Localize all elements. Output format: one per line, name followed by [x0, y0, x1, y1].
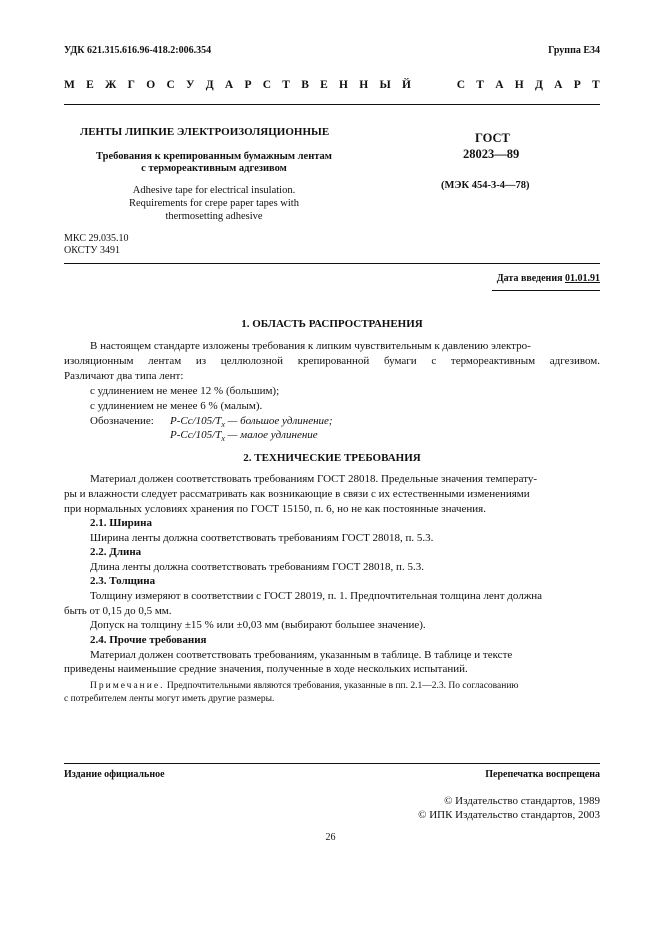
subsection-2-3-line-3: Допуск на толщину ±15 % или ±0,03 мм (выбирают большее значение).	[90, 619, 426, 631]
designation-large-elongation: $P-Cc/105/T_x$ — большое удлинение;	[170, 415, 333, 430]
standard-title: ЛЕНТЫ ЛИПКИЕ ЭЛЕКТРОИЗОЛЯЦИОННЫЕ	[80, 126, 330, 138]
note-line-1: Примечание. Предпочтительными являются требования, указанные в пп. 2.1—2.3. По согласованию	[90, 681, 519, 691]
subsection-2-4-line-2: приведены наименьшие средние значения, полученные в ходе нескольких испытаний.	[64, 663, 468, 675]
subsection-2-1-text: Ширина ленты должна соответствовать требованиям ГОСТ 28018, п. 5.3.	[90, 532, 434, 544]
banner-letter: В	[301, 79, 309, 91]
official-edition: Издание официальное	[64, 769, 165, 780]
footer-divider	[64, 763, 600, 764]
english-title-line-2: Requirements for crepe paper tapes with	[129, 198, 299, 209]
section-1-heading: 1. ОБЛАСТЬ РАСПРОСТРАНЕНИЯ	[241, 318, 423, 330]
title-divider	[64, 263, 600, 264]
banner-letter: Д	[205, 79, 214, 91]
tape-type-1: с удлинением не менее 12 % (большим);	[90, 385, 280, 397]
gost-label: ГОСТ	[475, 131, 510, 145]
banner-letter: Й	[402, 79, 411, 91]
section-1-line-3: Различают два типа лент:	[64, 370, 184, 382]
banner-letter: Н	[514, 79, 524, 91]
banner-letter	[439, 79, 445, 91]
banner-letter: С	[166, 79, 175, 91]
okstu-code: ОКСТУ 3491	[64, 245, 121, 256]
banner-letter: Е	[320, 79, 328, 91]
english-title-line-3: thermosetting adhesive	[165, 211, 263, 222]
section-1-line-2: изоляционным лентам из целлюлозной крепированной бумаги с термореактивным адгезивом.	[64, 355, 600, 367]
banner-letter: Н	[339, 79, 348, 91]
subsection-2-1-heading: 2.1. Ширина	[90, 517, 152, 529]
banner-letter: Ы	[379, 79, 391, 91]
effective-date	[497, 273, 600, 284]
banner-letter: Г	[127, 79, 135, 91]
english-title-line-1: Adhesive tape for electrical insulation.	[132, 185, 296, 196]
banner-letter: С	[456, 79, 466, 91]
banner-letter: Ж	[105, 79, 117, 91]
subsection-2-3-line-2: быть от 0,15 до 0,5 мм.	[64, 605, 172, 617]
group-code: Группа Е34	[548, 45, 600, 56]
subsection-2-2-heading: 2.2. Длина	[90, 546, 142, 558]
section-1-line-1: В настоящем стандарте изложены требования к липким чувствительным к давлению электро-	[90, 340, 531, 352]
banner-letter: Н	[359, 79, 369, 91]
subtitle-line-1: Требования к крепированным бумажным лентам	[96, 151, 332, 162]
date-underline-rule	[492, 290, 600, 291]
banner-letter: А	[495, 79, 504, 91]
banner-letter: Е	[86, 79, 94, 91]
subsection-2-3-heading: 2.3. Толщина	[90, 575, 156, 587]
note-line-2: с потребителем ленты могут иметь другие размеры.	[64, 694, 275, 704]
designation-small-elongation: $P-Cc/105/T_x$ — малое удлинение	[170, 429, 318, 444]
banner-letter: С	[262, 79, 272, 91]
banner-letter: М	[64, 79, 75, 91]
banner-letter: Р	[244, 79, 252, 91]
section-2-heading: 2. ТЕХНИЧЕСКИЕ ТРЕБОВАНИЯ	[243, 452, 421, 464]
section-2-line-3: при нормальных условиях хранения по ГОСТ 15150, п. 6, но не как постоянные значения.	[64, 503, 486, 515]
subsection-2-2-text: Длина ленты должна соответствовать требованиям ГОСТ 28018, п. 5.3.	[90, 561, 424, 573]
copyright-1989: © Издательство стандартов, 1989	[444, 795, 600, 807]
udk-code: УДК 621.315.616.96-418.2:006.354	[64, 45, 212, 56]
effective-date-label: Дата введения	[496, 273, 563, 284]
effective-date-value: 01.01.91	[565, 273, 600, 284]
copyright-2003: © ИПК Издательство стандартов, 2003	[418, 809, 600, 821]
note-label: Примечание.	[90, 681, 165, 691]
interstate-standard-banner	[64, 79, 600, 91]
banner-letter: Т	[476, 79, 484, 91]
iec-reference: (МЭК 454-3-4—78)	[441, 180, 530, 191]
subsection-2-3-line-1: Толщину измеряют в соответствии с ГОСТ 28019, п. 1. Предпочтительная толщина лент должна	[90, 590, 543, 602]
section-2-line-2: ры и влажности следует рассматривать как возникающие в связи с их естественными изменениями	[64, 488, 530, 500]
subsection-2-4-heading: 2.4. Прочие требования	[90, 634, 207, 646]
banner-letter: Т	[591, 79, 600, 91]
banner-letter: Р	[573, 79, 581, 91]
designation-label: Обозначение:	[90, 415, 154, 427]
banner-letter: А	[224, 79, 234, 91]
gost-number: 28023—89	[463, 147, 520, 161]
banner-letter: У	[186, 79, 195, 91]
banner-letter	[422, 79, 428, 91]
header-divider	[64, 104, 600, 105]
banner-letter: Т	[282, 79, 290, 91]
banner-letter: Д	[534, 79, 543, 91]
tape-type-2: с удлинением не менее 6 % (малым).	[90, 400, 263, 412]
mks-code: МКС 29.035.10	[64, 233, 129, 244]
banner-letter: А	[554, 79, 563, 91]
subsection-2-4-line-1: Материал должен соответствовать требованиям, указанным в таблице. В таблице и тексте	[90, 649, 513, 661]
subtitle-line-2: с термореактивным адгезивом	[141, 163, 287, 174]
banner-letter: О	[146, 79, 156, 91]
page-number: 26	[325, 832, 336, 843]
reprint-notice: Перепечатка воспрещена	[485, 769, 600, 780]
section-2-line-1: Материал должен соответствовать требованиям ГОСТ 28018. Предельные значения температу-	[90, 473, 538, 485]
